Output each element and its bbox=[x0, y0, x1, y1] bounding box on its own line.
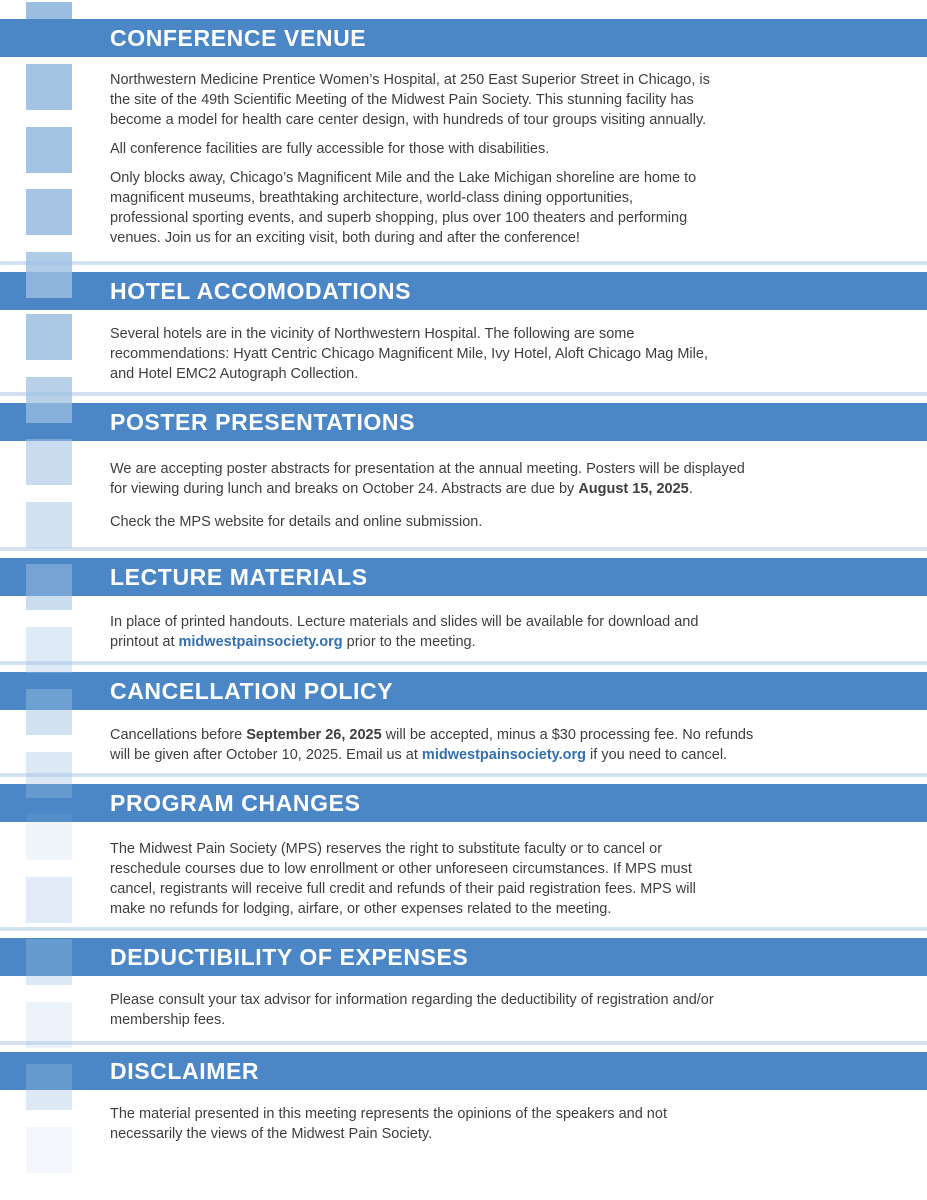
text-run: Please consult your tax advisor for information regarding the deductibility of registration and/or bbox=[110, 992, 714, 1008]
text-line bbox=[110, 90, 900, 110]
section-body bbox=[110, 725, 900, 774]
text-line bbox=[110, 839, 900, 859]
text-run: In place of printed handouts. Lecture materials and slides will be available for download and bbox=[110, 614, 699, 630]
text-run: membership fees. bbox=[110, 1012, 226, 1028]
text-run: become a model for health care center design, with hundreds of tour groups visiting annually. bbox=[110, 112, 707, 128]
text-line bbox=[110, 324, 900, 344]
text-line bbox=[110, 632, 900, 652]
text-line bbox=[110, 364, 900, 384]
section-body bbox=[110, 612, 900, 661]
paragraph bbox=[110, 612, 900, 652]
decorative-square bbox=[26, 752, 72, 798]
paragraph bbox=[110, 139, 900, 159]
inline-link[interactable]: midwestpainsociety.org bbox=[178, 634, 343, 650]
decorative-square bbox=[26, 564, 72, 610]
paragraph bbox=[110, 459, 900, 499]
text-line bbox=[110, 859, 900, 879]
section-title: CANCELLATION POLICY bbox=[110, 678, 394, 704]
text-run: for viewing during lunch and breaks on October 24. Abstracts are due by bbox=[110, 481, 579, 497]
section-title: CONFERENCE VENUE bbox=[110, 25, 367, 51]
section-body bbox=[110, 70, 900, 257]
text-line bbox=[110, 479, 900, 499]
decorative-square bbox=[26, 439, 72, 485]
decorative-square bbox=[26, 127, 72, 173]
paragraph bbox=[110, 725, 900, 765]
section-header-bar bbox=[0, 938, 927, 976]
paragraph bbox=[110, 1104, 900, 1144]
paragraph bbox=[110, 168, 900, 248]
section-title: HOTEL ACCOMODATIONS bbox=[110, 278, 412, 304]
section-header-bar bbox=[0, 784, 927, 822]
text-run: necessarily the views of the Midwest Pain Society. bbox=[110, 1126, 433, 1142]
section-title: DISCLAIMER bbox=[110, 1058, 260, 1084]
decorative-square bbox=[26, 1127, 72, 1173]
text-run: Only blocks away, Chicago’s Magnificent Mile and the Lake Michigan shoreline are home to bbox=[110, 170, 697, 186]
text-run: if you need to cancel. bbox=[586, 747, 728, 763]
section-title: PROGRAM CHANGES bbox=[110, 790, 361, 816]
text-line bbox=[110, 188, 900, 208]
text-line bbox=[110, 228, 900, 248]
decorative-square bbox=[26, 689, 72, 735]
text-line bbox=[110, 168, 900, 188]
text-line bbox=[110, 1104, 900, 1124]
inline-link[interactable]: midwestpainsociety.org bbox=[421, 747, 587, 763]
text-line bbox=[110, 899, 900, 919]
text-line bbox=[110, 139, 900, 159]
decorative-square bbox=[26, 64, 72, 110]
text-run: venues. Join us for an exciting visit, both during and after the conference! bbox=[110, 230, 580, 246]
text-line bbox=[110, 725, 900, 745]
text-line bbox=[110, 110, 900, 130]
text-run: The Midwest Pain Society (MPS) reserves the right to substitute faculty or to cancel or bbox=[110, 841, 663, 857]
section-body bbox=[110, 990, 900, 1039]
section-header-bar bbox=[0, 1052, 927, 1090]
text-line bbox=[110, 879, 900, 899]
text-run: will be accepted, minus a $30 processing fee. No refunds bbox=[381, 727, 754, 743]
bold-date-text: September 26, 2025 bbox=[246, 727, 382, 743]
decorative-square bbox=[26, 877, 72, 923]
text-run: Northwestern Medicine Prentice Women’s Hospital, at 250 East Superior Street in Chicago, is bbox=[110, 72, 710, 88]
decorative-square bbox=[26, 377, 72, 423]
text-run: . bbox=[688, 481, 693, 497]
decorative-square bbox=[26, 1002, 72, 1048]
decorative-square bbox=[26, 189, 72, 235]
text-run: reschedule courses due to low enrollment or other unforeseen circumstances. If MPS must bbox=[110, 861, 692, 877]
section-title: LECTURE MATERIALS bbox=[110, 564, 368, 590]
text-run: make no refunds for lodging, airfare, or other expenses related to the meeting. bbox=[110, 901, 612, 917]
decorative-square bbox=[26, 314, 72, 360]
text-run: recommendations: Hyatt Centric Chicago Magnificent Mile, Ivy Hotel, Aloft Chicago Mag Mile, bbox=[110, 346, 708, 362]
section-header-bar bbox=[0, 558, 927, 596]
paragraph bbox=[110, 990, 900, 1030]
text-run: cancel, registrants will receive full credit and refunds of their paid registration fees. MPS will bbox=[110, 881, 696, 897]
section-body bbox=[110, 324, 900, 393]
section-body bbox=[110, 459, 900, 541]
paragraph bbox=[110, 512, 900, 532]
text-line bbox=[110, 745, 900, 765]
decorative-square bbox=[26, 502, 72, 548]
text-run: the site of the 49th Scientific Meeting of the Midwest Pain Society. This stunning facility has bbox=[110, 92, 694, 108]
section-header-bar bbox=[0, 272, 927, 310]
text-line bbox=[110, 1124, 900, 1144]
decorative-square bbox=[26, 252, 72, 298]
text-line bbox=[110, 70, 900, 90]
text-run: magnificent museums, breathtaking architecture, world-class dining opportunities, bbox=[110, 190, 634, 206]
text-run: prior to the meeting. bbox=[342, 634, 476, 650]
paragraph bbox=[110, 324, 900, 384]
decorative-square bbox=[26, 1064, 72, 1110]
decorative-square bbox=[26, 814, 72, 860]
text-line bbox=[110, 990, 900, 1010]
section-title: POSTER PRESENTATIONS bbox=[110, 409, 416, 435]
text-run: Check the MPS website for details and online submission. bbox=[110, 514, 483, 530]
section-header-bar bbox=[0, 19, 927, 57]
bold-date-text: August 15, 2025 bbox=[578, 481, 689, 497]
section-header-bar bbox=[0, 672, 927, 710]
text-run: We are accepting poster abstracts for presentation at the annual meeting. Posters will be displayed bbox=[110, 461, 745, 477]
text-run: The material presented in this meeting represents the opinions of the speakers and not bbox=[110, 1106, 667, 1122]
text-run: will be given after October 10, 2025. Email us at bbox=[110, 747, 422, 763]
section-body bbox=[110, 839, 900, 928]
text-run: All conference facilities are fully accessible for those with disabilities. bbox=[110, 141, 550, 157]
text-line bbox=[110, 1010, 900, 1030]
paragraph bbox=[110, 839, 900, 919]
section-body bbox=[110, 1104, 900, 1153]
text-run: professional sporting events, and superb shopping, plus over 100 theaters and performing bbox=[110, 210, 688, 226]
text-run: Several hotels are in the vicinity of Northwestern Hospital. The following are some bbox=[110, 326, 635, 342]
section-header-bar bbox=[0, 403, 927, 441]
text-run: and Hotel EMC2 Autograph Collection. bbox=[110, 366, 359, 382]
text-line bbox=[110, 612, 900, 632]
text-run: Cancellations before bbox=[110, 727, 247, 743]
text-run: printout at bbox=[110, 634, 179, 650]
text-line bbox=[110, 459, 900, 479]
section-title: DEDUCTIBILITY OF EXPENSES bbox=[110, 944, 469, 970]
decorative-square bbox=[26, 939, 72, 985]
decorative-square bbox=[26, 627, 72, 673]
text-line bbox=[110, 344, 900, 364]
text-line bbox=[110, 208, 900, 228]
paragraph bbox=[110, 70, 900, 130]
text-line bbox=[110, 512, 900, 532]
